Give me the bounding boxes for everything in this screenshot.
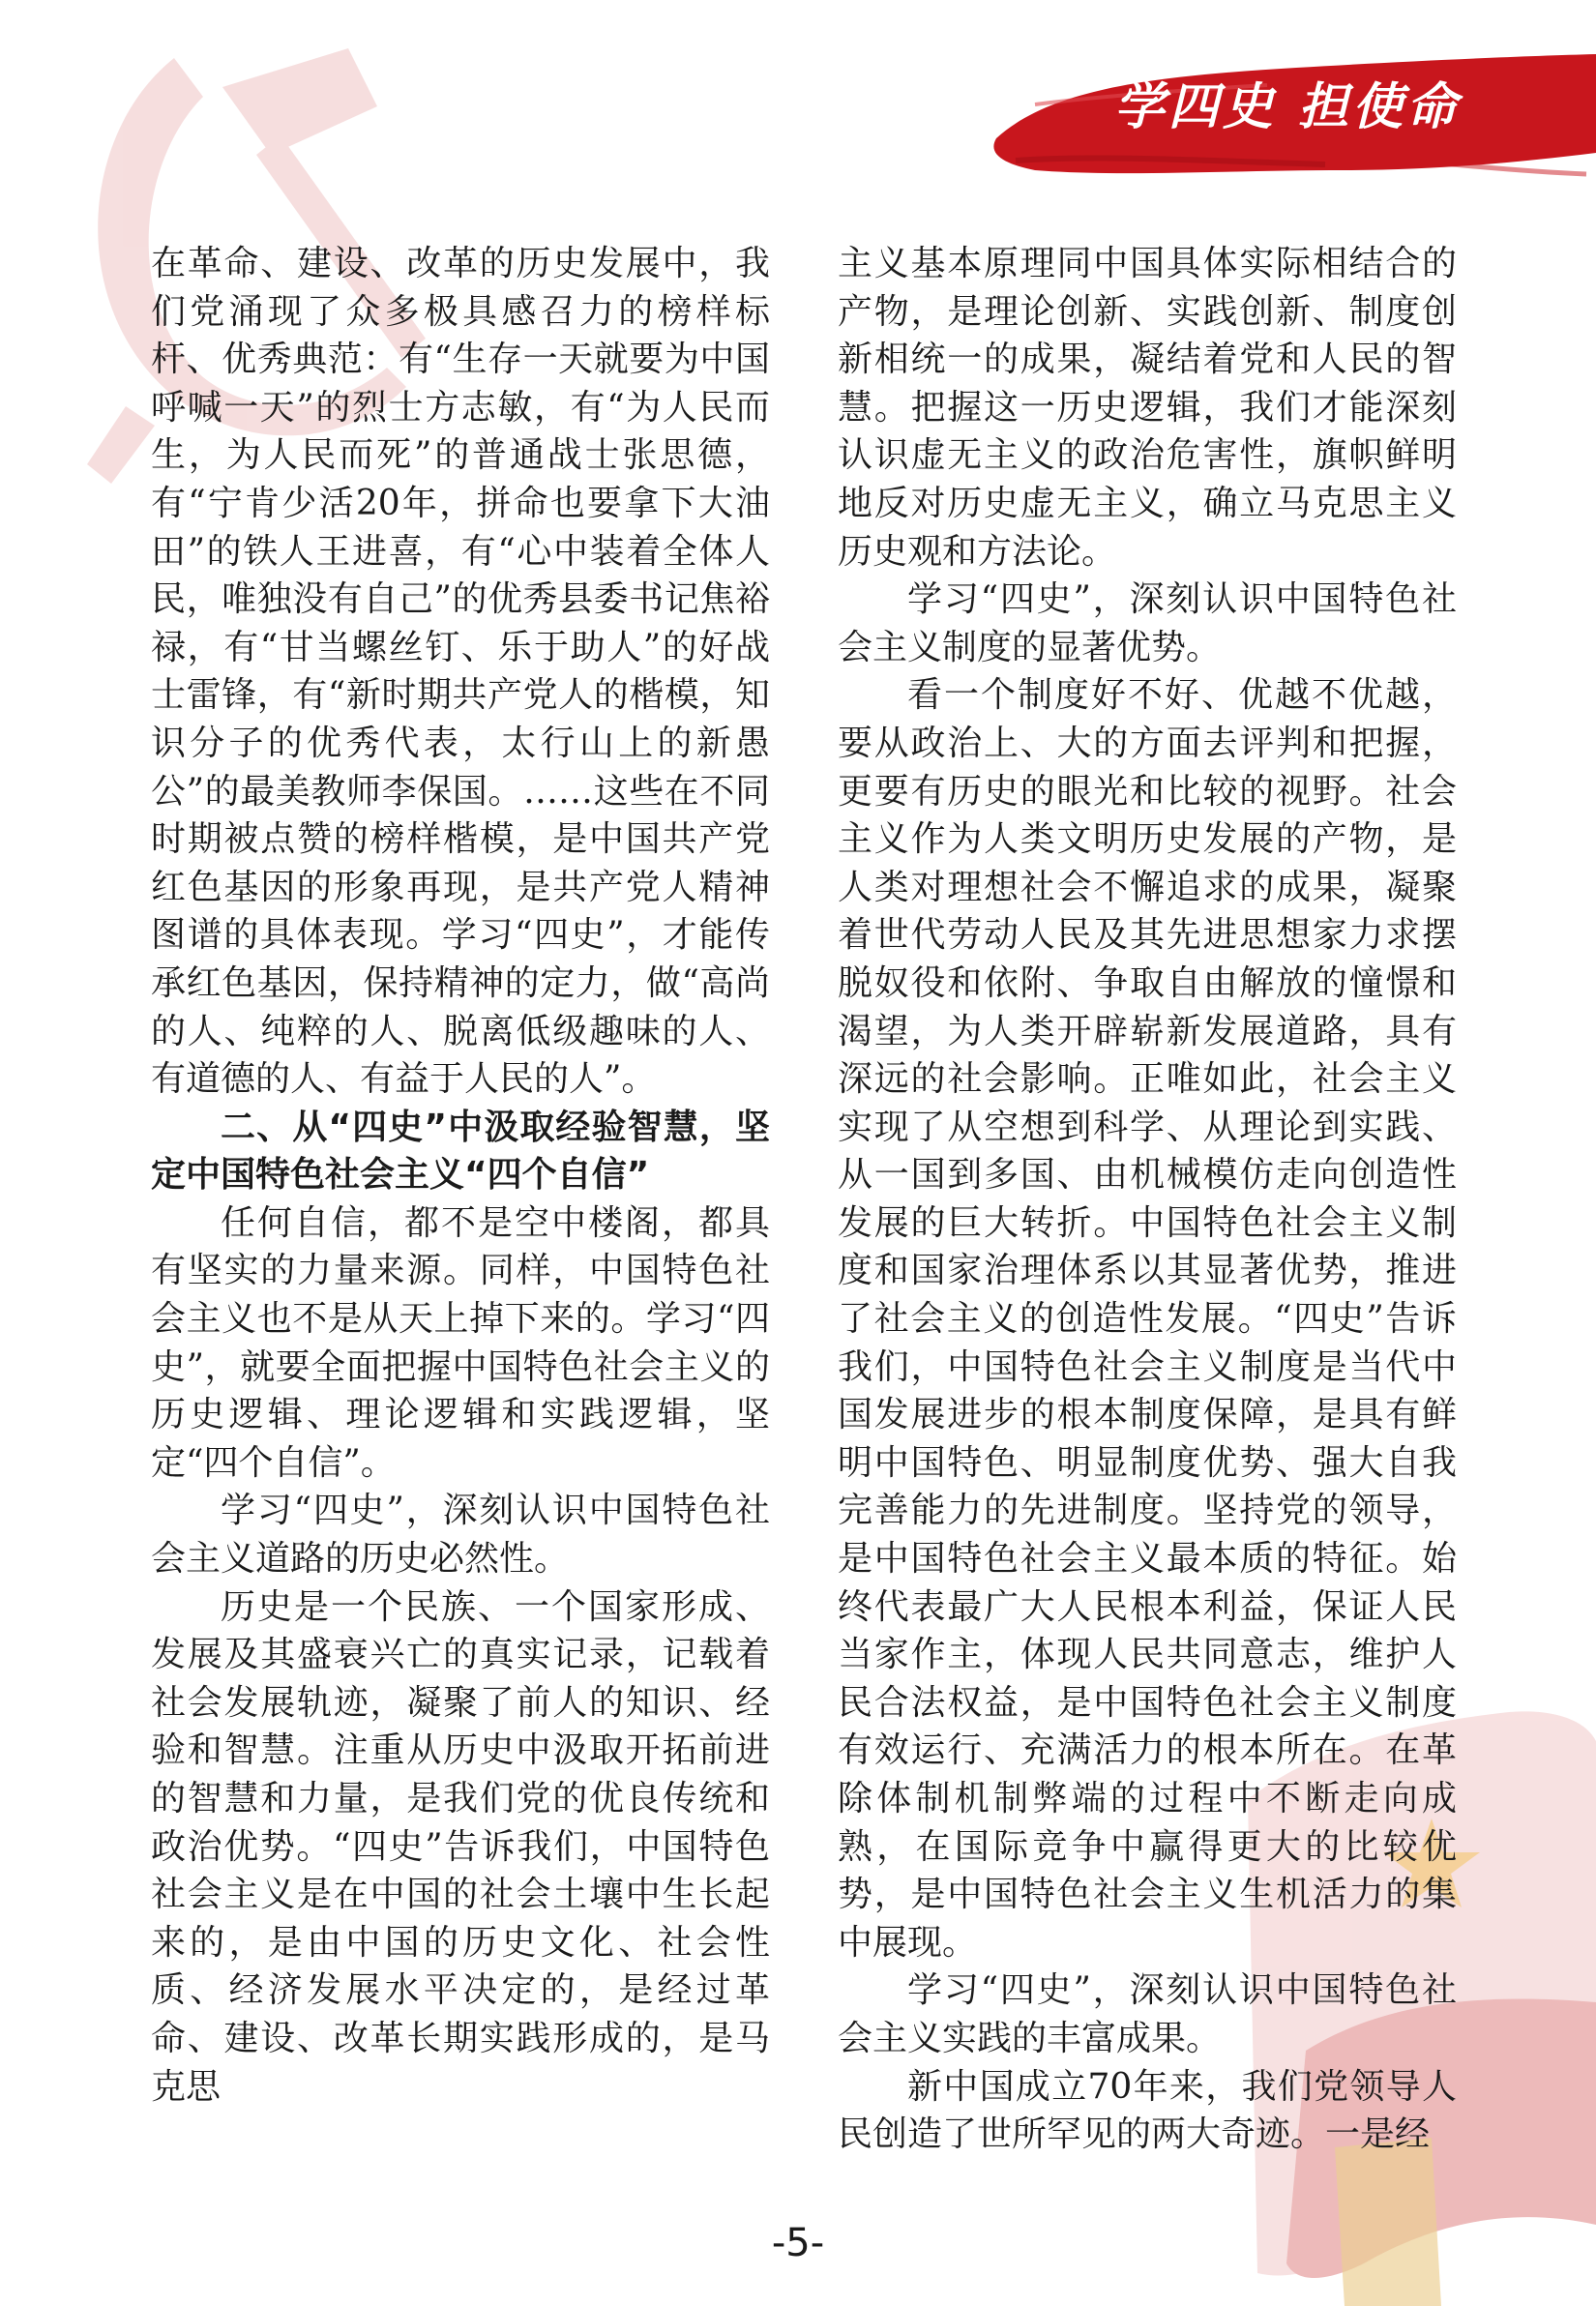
section-heading: 二、从“四史”中汲取经验智慧，坚定中国特色社会主义“四个自信” xyxy=(151,1107,770,1196)
page-number: -5- xyxy=(771,2221,825,2265)
paragraph: 学习“四史”，深刻认识中国特色社会主义制度的显著优势。 xyxy=(838,579,1457,667)
paragraph: 新中国成立70年来，我们党领导人民创造了世所罕见的两大奇迹。一是经 xyxy=(838,2066,1457,2155)
paragraph: 学习“四史”，深刻认识中国特色社会主义道路的历史必然性。 xyxy=(151,1491,770,1580)
paragraph: 看一个制度好不好、优越不优越，要从政治上、大的方面去评判和把握，更要有历史的眼光和比较的视野。社会主义作为人类文明历史发展的产物，是人类对理想社会不懈追求的成果，凝聚着世代劳动人民及其先进思想家力求摆脱奴役和依附、争取自由解放的憧憬和渴望，为人类开辟崭新发展道路，具有深远的社会影响。正唯如此，社会主义实现了从空想到科学、从理论到实践、从一国到多国、由机械模仿走向创造性发展的巨大转折。中国特色社会主义制度和国家治理体系以其显著优势，推进了社会主义的创造性发展。“四史”告诉我们，中国特色社会主义制度是当代中国发展进步的根本制度保障，是具有鲜明中国特色、明显制度优势、强大自我完善能力的先进制度。坚持党的领导，是中国特色社会主义最本质的特征。始终代表最广大人民根本利益，保证人民当家作主，体现人民共同意志，维护人民合法权益，是中国特色社会主义制度有效运行、充满活力的根本所在。在革除体制机制弊端的过程中不断走向成熟，在国际竞争中赢得更大的比较优势，是中国特色社会主义生机活力的集中展现。 xyxy=(838,675,1457,1963)
paragraph: 主义基本原理同中国具体实际相结合的产物，是理论创新、实践创新、制度创新相统一的成果，凝结着党和人民的智慧。把握这一历史逻辑，我们才能深刻认识虚无主义的政治危害性，旗帜鲜明地反对历史虚无主义，确立马克思主义历史观和方法论。 xyxy=(838,244,1457,572)
paragraph: 历史是一个民族、一个国家形成、发展及其盛衰兴亡的真实记录，记载着社会发展轨迹，凝聚了前人的知识、经验和智慧。注重从历史中汲取开拓前进的智慧和力量，是我们党的优良传统和政治优势。“四史”告诉我们，中国特色社会主义是在中国的社会土壤中生长起来的，是由中国的历史文化、社会性质、经济发展水平决定的，是经过革命、建设、改革长期实践形成的，是马克思 xyxy=(151,1586,770,2107)
paragraph: 任何自信，都不是空中楼阁，都具有坚实的力量来源。同样，中国特色社会主义也不是从天上掉下来的。学习“四史”，就要全面把握中国特色社会主义的历史逻辑、理论逻辑和实践逻辑，坚定“四个自信”。 xyxy=(151,1202,770,1483)
header-title: 学四史 担使命 xyxy=(1113,78,1461,136)
paragraph: 学习“四史”，深刻认识中国特色社会主义实践的丰富成果。 xyxy=(838,1970,1457,2058)
right-column xyxy=(838,240,1457,2159)
left-column xyxy=(151,240,770,2111)
paragraph: 在革命、建设、改革的历史发展中，我们党涌现了众多极具感召力的榜样标杆、优秀典范：有“生存一天就要为中国呼喊一天”的烈士方志敏，有“为人民而生，为人民而死”的普通战士张思德，有“宁肯少活20年，拼命也要拿下大油田”的铁人王进喜，有“心中装着全体人民，唯独没有自己”的优秀县委书记焦裕禄，有“甘当螺丝钉、乐于助人”的好战士雷锋，有“新时期共产党人的楷模，知识分子的优秀代表，太行山上的新愚公”的最美教师李保国。……这些在不同时期被点赞的榜样楷模，是中国共产党红色基因的形象再现，是共产党人精神图谱的具体表现。学习“四史”，才能传承红色基因，保持精神的定力，做“高尚的人、纯粹的人、脱离低级趣味的人、有道德的人、有益于人民的人”。 xyxy=(151,244,770,1100)
